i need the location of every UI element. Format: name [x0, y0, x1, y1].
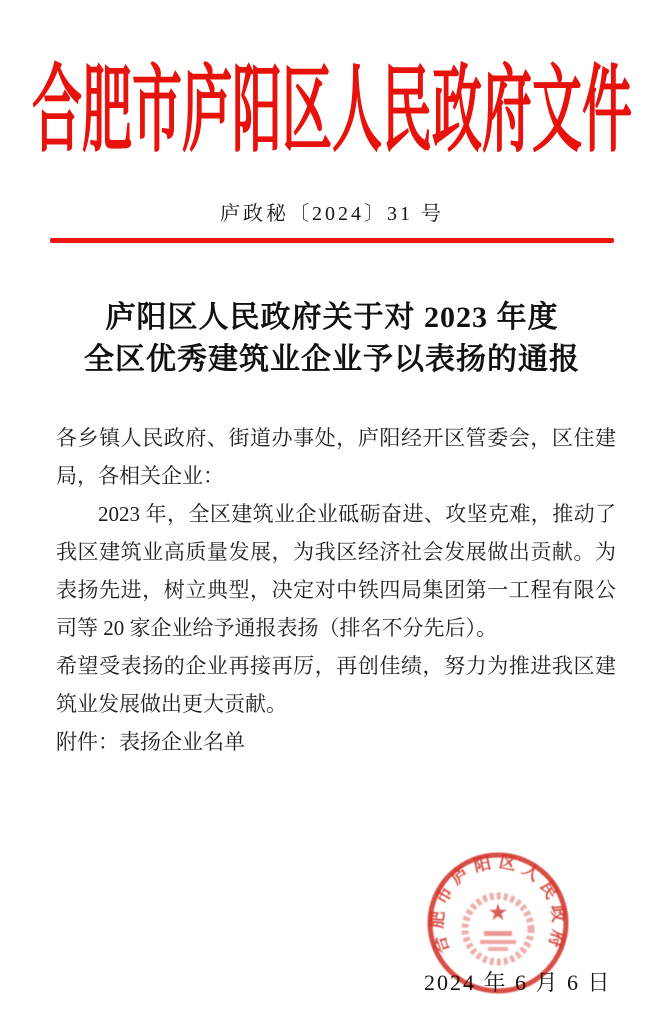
doc-date: 2024 年 6 月 6 日	[424, 970, 612, 995]
paragraph-1: 2023 年，全区建筑业企业砥砺奋进、攻坚克难，推动了我区建筑业高质量发展，为我区经济社会发展做出贡献。为表扬先进，树立典型，决定对中铁四局集团第一工程有限公司等 20 家企业给予通报表扬（排名不分先后）。	[56, 502, 616, 640]
doc-body	[56, 419, 616, 761]
emblem-wreath	[465, 896, 531, 962]
emblem-gate-top	[484, 931, 512, 936]
red-divider-line	[50, 238, 614, 243]
seal-text: 合肥市庐阳区人民政府	[427, 852, 569, 956]
emblem-gate-base	[480, 940, 516, 944]
attachment-label: 附件：表扬企业名单	[56, 730, 245, 754]
doc-title-line1: 庐阳区人民政府关于对 2023 年度	[105, 301, 559, 334]
doc-number: 庐政秘〔2024〕31 号	[220, 203, 444, 225]
emblem-gear	[488, 947, 508, 951]
national-emblem	[465, 896, 531, 962]
doc-title-line2: 全区优秀建筑业企业予以表扬的通报	[84, 343, 580, 376]
salutation: 各乡镇人民政府、街道办事处，庐阳经开区管委会，区住建局，各相关企业：	[56, 426, 616, 488]
paragraph-2: 希望受表扬的企业再接再厉，再创佳绩，努力为推进我区建筑业发展做出更大贡献。	[56, 654, 616, 716]
doc-title	[0, 297, 664, 381]
national-emblem-star-icon: ★	[489, 902, 507, 924]
red-header-title: 合肥市庐阳区人民政府文件	[32, 56, 632, 164]
